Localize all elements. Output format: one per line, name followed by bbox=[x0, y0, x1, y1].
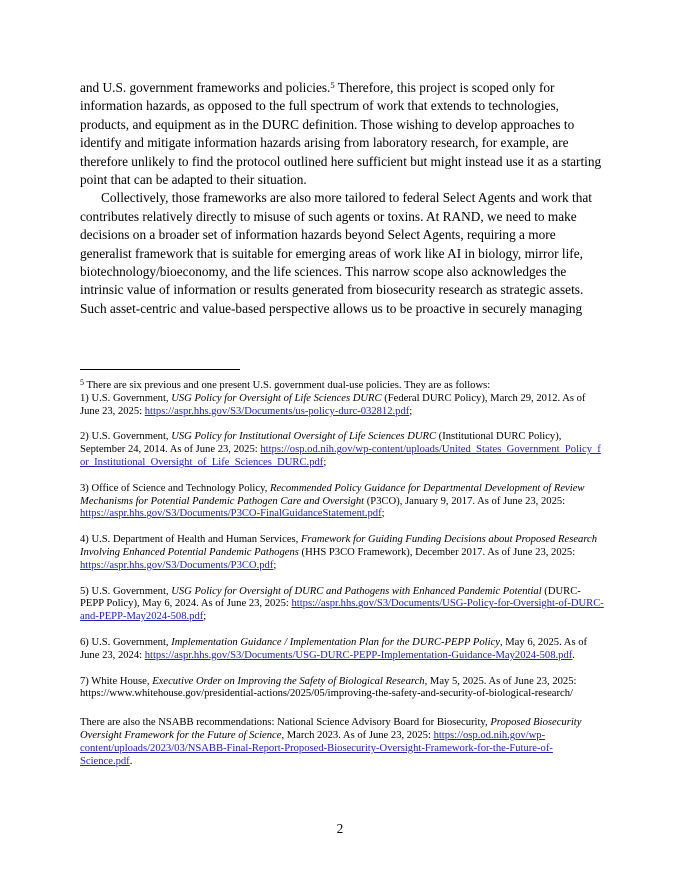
footnote-link[interactable]: https://osp.od.nih.gov/wp-content/uploads/United_States_Government_Policy_for_Institutional_Oversight_of_Life_Sciences_DURC.pdf bbox=[80, 444, 601, 468]
footnote-link[interactable]: https://aspr.hhs.gov/S3/Documents/P3CO.pdf bbox=[80, 559, 274, 571]
footnote-marker: 5 bbox=[80, 378, 84, 388]
paragraph-1: and U.S. government frameworks and policies.$^5$ Therefore, this project is scoped only for information hazards, as opposed to the full spectrum of work that extends to technologies, products, and equipment as in the DURC definition. Those wishing to develop approaches to identify and mitigate information hazards arising from laboratory research, for example, are therefore unlikely to find the protocol outlined here sufficient but might instead use it as a starting point that can be adapted to their situation. bbox=[80, 79, 602, 188]
body-text bbox=[80, 79, 604, 318]
footnotes bbox=[80, 380, 604, 781]
page-number: 2 bbox=[336, 821, 344, 836]
footnote-link[interactable]: https://aspr.hhs.gov/S3/Documents/USG-DURC-PEPP-Implementation-Guidance-May2024-508.pdf bbox=[144, 649, 573, 661]
footnote-item: 3) Office of Science and Technology Policy, Recommended Policy Guidance for Departmental Development of Review Mechanisms for Potential Pandemic Pathogen Care and Oversight (P3CO), January 9, 2017. As of June 23, 2025: https://aspr.hhs.gov/S3/Documents/P3CO-FinalGuidanceStatement.pdf; bbox=[80, 482, 585, 520]
footnote-link[interactable]: https://osp.od.nih.gov/wp-content/uploads/2023/03/NSABB-Final-Report-Proposed-Biosecurity-Oversight-Framework-for-the-Future-of-Science.pdf bbox=[80, 729, 553, 767]
paragraph-2: Collectively, those frameworks are also more tailored to federal Select Agents and work that contributes relatively directly to misuse of such agents or toxins. At RAND, we need to make decisions on a broader set of information hazards beyond Select Agents, requiring a more generalist framework that is suitable for emerging areas of work like AI in biology, mirror life, biotechnology/bioeconomy, and the life sciences. This narrow scope also acknowledges the intrinsic value of information or results generated from biosecurity research as strategic assets. Such asset-centric and value-based perspective allows us to be proactive in securely managing bbox=[80, 190, 592, 316]
footnote-link[interactable]: https://aspr.hhs.gov/S3/Documents/P3CO-FinalGuidanceStatement.pdf bbox=[80, 508, 382, 520]
footnote-nsabb: There are also the NSABB recommendations: National Science Advisory Board for Biosecurity, Proposed Biosecurity Oversight Framework for the Future of Science, March 2023. As of June 23, 2025: https://osp.od.nih.gov/wp-content/uploads/2023/03/NSABB-Final-Report-Proposed-Biosecurity-Oversight-Framework-for-the-Future-of-Science.pdf. bbox=[80, 717, 582, 767]
footnote-5: $^5$ There are six previous and one present U.S. government dual-use policies. They are as follows: 1) U.S. Government, USG Policy for Oversight of Life Sciences DURC (Federal DURC Policy), March 29, 2012. As of June 23, 2025: https://aspr.hhs.gov/S3/Documents/us-policy-durc-032812.pdf; bbox=[80, 380, 604, 418]
footnote-link[interactable]: https://aspr.hhs.gov/S3/Documents/USG-Policy-for-Oversight-of-DURC-and-PEPP-May2024-508.pdf bbox=[80, 598, 604, 623]
footnote-link[interactable]: https://aspr.hhs.gov/S3/Documents/us-policy-durc-032812.pdf bbox=[144, 405, 410, 417]
footnote-item: 1) U.S. Government, USG Policy for Oversight of Life Sciences DURC (Federal DURC Policy), March 29, 2012. As of June 23, 2025: https://aspr.hhs.gov/S3/Documents/us-policy-durc-032812.pdf; bbox=[80, 392, 586, 417]
footnote-separator bbox=[80, 369, 240, 370]
footnote-item: 6) U.S. Government, Implementation Guidance / Implementation Plan for the DURC-PEPP Policy, May 6, 2025. As of June 23, 2024: https://aspr.hhs.gov/S3/Documents/USG-DURC-PEPP-Implementation-Guidance-May2024-508.pdf. bbox=[80, 636, 588, 661]
footnote-item: 4) U.S. Department of Health and Human Services, Framework for Guiding Funding Decisions about Proposed Research Involving Enhanced Potential Pandemic Pathogens (HHS P3CO Framework), December 2017. As of June 23, 2025: https://aspr.hhs.gov/S3/Documents/P3CO.pdf; bbox=[80, 534, 598, 571]
footnote-item: 7) White House, Executive Order on Improving the Safety of Biological Research, May 5, 2025. As of June 23, 2025: https://www.whitehouse.gov/presidential-actions/2025/05/improving-the-safety-and-security-of-biological-research/ bbox=[80, 675, 577, 700]
footnote-item: 5) U.S. Government, USG Policy for Oversight of DURC and Pathogens with Enhanced Pandemic Potential (DURC-PEPP Policy), May 6, 2024. As of June 23, 2025: https://aspr.hhs.gov/S3/Documents/USG-Policy-for-Oversight-of-DURC-and-PEPP-May2024-508.pdf; bbox=[80, 585, 604, 623]
footnote-reference[interactable]: 5 bbox=[330, 79, 335, 90]
footnote-item: 2) U.S. Government, USG Policy for Institutional Oversight of Life Sciences DURC (Institutional DURC Policy), September 24, 2014. As of June 23, 2025: https://osp.od.nih.gov/wp-content/uploads/United_States_Government_Policy_for_Institutional_Oversight_of_Life_Sciences_DURC.pdf; bbox=[80, 431, 601, 468]
